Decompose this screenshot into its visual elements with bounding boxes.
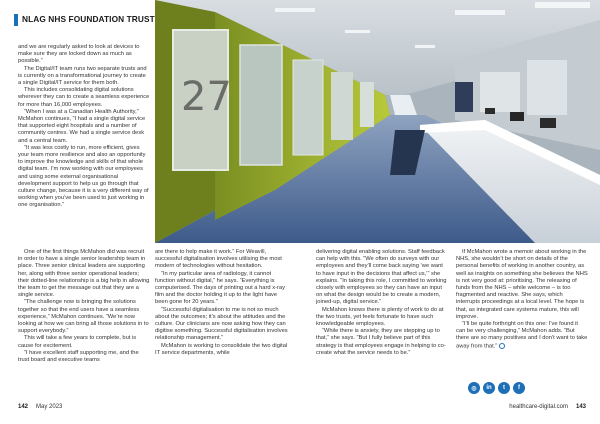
instagram-icon[interactable]: ◎	[468, 382, 480, 394]
paragraph: McMahon knows there is plenty of work to do at the two trusts, yet feels fortunate to have such knowledgeable employees.	[316, 306, 444, 328]
column-2	[155, 249, 290, 357]
paragraph: If McMahon wrote a memoir about working in the NHS, she wouldn’t be short on details of the personal benefits of working in another country, as well as insights on something she believes the NHS is not very good at: prioritising. The releasing of funds from the NHS – while welcome – is too fragmented and reactive. She says, which interrupts proceedings at a local level. The hope is that, as integrated care systems mature, this will improve.	[456, 249, 588, 320]
paragraph: delivering digital enabling solutions. Staff feedback can help with this. “We often do surveys with our employees and they’ll come back saying ‘we want to have input in the decisions that affect us,’” she explains. “In taking this role, I committed to working closely with employees so they can have an input on what the design would be to create a modern, joined-up, digital service.”	[316, 249, 447, 306]
website-url: healthcare-digital.com	[509, 404, 568, 410]
hospital-corridor-photo	[155, 0, 600, 243]
column-3	[316, 249, 448, 357]
paragraph: are there to help make it work.” For Weavill, successful digitalisation involves utilising the most modern of technologies without hesitation.	[155, 249, 282, 270]
paragraph: “The challenge now is bringing the solutions together so that the end users have a seamless experience,” McMahon continues. “We’re now looking at how we can bring all those solutions in to support everybody.”	[18, 299, 149, 335]
page-number-left: 142	[18, 404, 29, 410]
end-of-article-mark	[499, 343, 505, 349]
footer-right	[509, 404, 586, 410]
paragraph: This will take a few years to complete, but is cause for excitement.	[18, 335, 137, 349]
paragraph: “I’ll be quite forthright on this one: I’ve found it can be very challenging,” McMahon adds. “But there are so many positives and I don’t want to take away from that.”	[456, 321, 588, 350]
footer-left	[18, 404, 62, 410]
paragraph: “When I was at a Canadian Health Authority,” McMahon continues, “I had a single digital service that supported eight hospitals and a number of community centres. We had a single service desk and a central team.	[18, 108, 146, 144]
paragraph: One of the first things McMahon did was recruit in order to have a single senior leadership team in place. Three senior clinical leaders are supporting her, along with three senior operational leaders; their dotted-line relationship is a big help in allowing the team to get the message out that they are a single service.	[18, 249, 150, 299]
svg-text:27: 27	[181, 74, 232, 120]
column-1-top	[18, 44, 150, 210]
paragraph: McMahon is working to consolidate the two digital IT service departments, while	[155, 342, 288, 356]
social-links	[468, 382, 525, 394]
page-number-right: 143	[575, 404, 586, 410]
linkedin-icon[interactable]: in	[483, 382, 495, 394]
column-1-bottom	[18, 249, 150, 364]
twitter-icon[interactable]: t	[498, 382, 510, 394]
paragraph: This includes consolidating digital solutions wherever they can to create a seamless experience for more than 16,000 employees.	[18, 87, 150, 108]
issue-date: May 2023	[36, 404, 63, 410]
paragraph: The Digital/IT team runs two separate trusts and is currently on a transformational journey to create a single Digital/IT service for them both.	[18, 65, 147, 87]
paragraph: “In my particular area of radiology, it cannot function without digital,” he says. “Everything is computerised. The days of printing out a hard x-ray film and the doctor holding it up to the light have been gone for 20 years.”	[155, 270, 285, 306]
paragraph: “Successful digitalisation to me is not so much about the outcomes; it’s about the attitudes and the culture. Our clinicians are now asking how they can digitise something. Successful digitalisation involves relationship management.”	[155, 306, 288, 342]
column-4	[456, 249, 588, 350]
paragraph: “While there is anxiety, they are stepping up to that,” she says. “But I fully believe part of this strategy is that employees engage in helping to co-create what the service needs to be.”	[316, 328, 446, 356]
header-accent-bar	[14, 14, 18, 26]
section-header: NLAG NHS FOUNDATION TRUST	[22, 14, 155, 24]
paragraph: and we are regularly asked to look at devices to make sure they are locked down as much as possible.”	[18, 44, 140, 65]
paragraph: “It was less costly to run, more efficient, gives your team more resilience and also an opportunity to improve the knowledge and skills of that whole digital team. I’m now working with our employees and using some external organisational development support to help us go through that culture change, because it is a very different way of working when you’ve been used to just working in one organisation.”	[18, 144, 149, 209]
facebook-icon[interactable]: f	[513, 382, 525, 394]
paragraph: “I have excellent staff supporting me, and the trust board and executive teams	[18, 349, 139, 364]
